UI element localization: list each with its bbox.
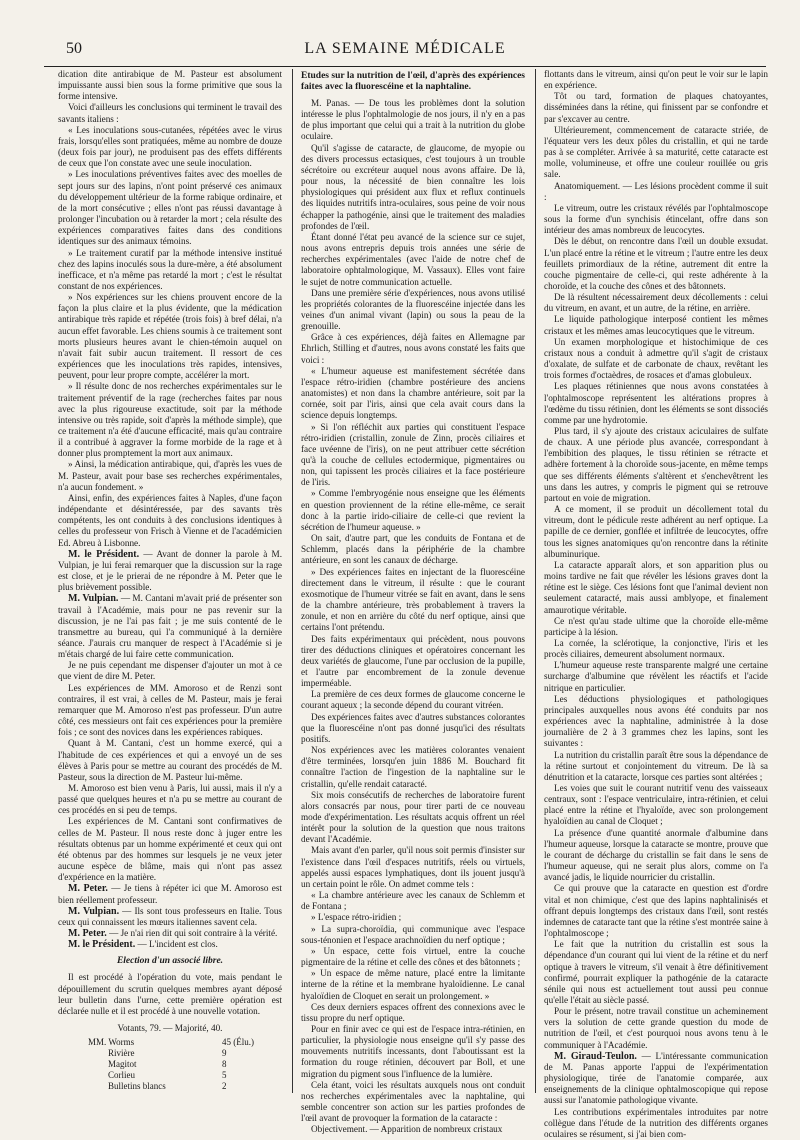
paragraph: L'humeur aqueuse reste transparente malgré une certaine surcharge d'albumine que révèlent les réactifs et l'acide nitrique en particulier.	[544, 660, 768, 693]
paragraph: Voici d'ailleurs les conclusions qui terminent le travail des savants italiens :	[58, 102, 282, 124]
article-title: Etudes sur la nutrition de l'œil, d'après des expériences faites avec la fluorescéine et la naphtaline.	[301, 71, 525, 92]
paragraph: Les expériences de M. Cantani sont confirmatives de celles de M. Pasteur. Il nous reste donc à juger entre les résultats obtenus par un homme expérimenté et ceux qui ont été obtenus par des hommes sur lesquels je ne veux jeter aucune espèce de blâme, mais qui n'ont pas assez d'expérience en la matière.	[58, 816, 282, 883]
paragraph: » Des expériences faites en injectant de la fluorescéine directement dans le vitreum, il résulte : que le courant exosmotique de l'humeur vitrée se fait en avant, dans le sens de la chambre antérieure, très probablement à travers la zonule, et non en arrière du côté du nerf optique, ainsi que certains l'ont prétendu.	[301, 566, 525, 633]
paragraph: Pour le présent, notre travail constitue un acheminement vers la solution de cette grande question du mode de nutrition de l'œil, et c'est pourquoi nous avons tenu à le communiquer à l'Académie.	[544, 1006, 768, 1050]
speaker-name: M. Peter.	[68, 883, 108, 895]
paragraph: dication dite antirabique de M. Pasteur est absolument impuissante aussi bien sous la forme primitive que sous la forme intensive.	[58, 69, 282, 102]
vote-row: MM. Worms 45 (Élu.)	[88, 1037, 254, 1048]
paragraph: Anatomiquement. — Les lésions procèdent comme il suit :	[544, 180, 768, 202]
paragraph: Mais avant d'en parler, qu'il nous soit permis d'insister sur l'existence dans l'œil d'espaces nutritifs, réels ou virtuels, appelés aussi espaces lymphatiques, dont ils jouent jusqu'à un certain point le rôle. On admet comme tels :	[301, 845, 525, 889]
speaker-name: M. Vulpian.	[68, 593, 119, 605]
paragraph: La nutrition du cristallin paraît être sous la dépendance de la rétine surtout et conjointement du vitreum. De là sa dénutrition et la cataracte, lorsque ces parties sont altérées ;	[544, 749, 768, 782]
vote-row: Magitot 8	[108, 1059, 227, 1070]
running-head: LA SEMAINE MÉDICALE	[304, 40, 506, 57]
paragraph: Les déductions physiologiques et pathologiques principales auxquelles nous avons été conduits par nos expériences avec la naphtaline, administrée à la dose journalière de 2 à 3 grammes chez les lapins, sont les suivantes :	[544, 693, 768, 749]
paragraph: Le fait que la nutrition du cristallin est sous la dépendance d'un courant qui lui vient de la rétine et du nerf optique à travers le vitreum, s'il venait à être définitivement confirmé, pourrait expliquer la pathogénie de la cataracte sénile qui nous est actuellement tout aussi peu connue qu'elle l'était au siècle passé.	[544, 939, 768, 1005]
speech-president: M. le Président. — Avant de donner la parole à M. Vulpian, je lui ferai remarquer que la discussion sur la rage est close, et je le prierai de ne répondre à M. Peter que le plus brièvement possible.	[58, 548, 283, 593]
paragraph: La première de ces deux formes de glaucome concerne le courant aqueux ; la seconde dépend du courant vitréen.	[301, 689, 525, 711]
paragraph: M. Amoroso est bien venu à Paris, lui aussi, mais il n'y a passé que quelques heures et n'a pu se mettre au courant de ces procédés en si peu de temps.	[58, 783, 282, 816]
page-header	[44, 40, 766, 64]
paragraph: Qu'il s'agisse de cataracte, de glaucome, de myopie ou des divers processus ectasiques, c'est toujours à un trouble sécrétoire ou excréteur auquel nous avons affaire. De là, pour nous, la nécessité de bien connaître les lois physiologiques qui président aux flux et reflux continuels des liquides nutritifs intra-oculaires, sous peine de voir nous échapper la pathogénie, ainsi que le traitement des maladies profondes de l'œil.	[301, 142, 525, 231]
paragraph: De là résultent nécessairement deux décollements : celui du vitreum, en avant, et un autre, de la rétine, en arrière.	[544, 292, 768, 314]
paragraph: » Comme l'embryogénie nous enseigne que les éléments en question proviennent de la rétine elle-même, ce serait donc à la partie irido-ciliaire de celle-ci que revient la sécrétion de l'humeur aqueuse. »	[301, 488, 525, 532]
paragraph: Ce qui prouve que la cataracte en question est d'ordre vital et non chimique, c'est que des lapins naphtalinisés et offrant depuis longtemps des cristaux dans l'œil, sont restés indemnes de cataracte tant que la rétine s'est montrée saine à l'ophtalmoscope ;	[544, 883, 768, 939]
paragraph: La cataracte apparaît alors, et son apparition plus ou moins tardive ne fait que révéler les lésions graves dont la rétine est le siège. Ces lésions font que l'animal devient non seulement cataracté, mais aussi amblyope, et finalement amaurotique véritable.	[544, 559, 768, 615]
election-text: Il est procédé à l'opération du vote, mais pendant le dépouillement du scrutin quelques membres ayant déposé leur bulletin dans l'urne, cette première opération est déclarée nulle et il est procédé à une nouvelle votation.	[58, 972, 282, 1016]
paragraph: » Il résulte donc de nos recherches expérimentales sur le traitement préventif de la rage (recherches faites par nous avec la plus rigoureuse exactitude, soit par la méthode intensive ou très rapide, soit d'après la méthode simple), que ce traitement n'a été d'aucune efficacité, mais qu'au contraire il a contribué à aggraver la forme morbide de la rage et à donner plus promptement la mort aux animaux.	[58, 381, 282, 459]
paragraph: Les voies que suit le courant nutritif venu des vaisseaux centraux, sont : l'espace ventriculaire, intra-rétinien, et celui placé entre la rétine et l'hyaloïde, avec son prolongement hyaloïdien au canal de Cloquet ;	[544, 783, 768, 827]
vote-row: Corlieu 5	[108, 1070, 227, 1081]
vote-row: Bulletins blancs 2	[108, 1081, 227, 1092]
paragraph: Nos expériences avec les matières colorantes venaient d'être terminées, lorsqu'en juin 1886 M. Bouchard fit connaître l'action de l'ingestion de la naphtaline sur le cristallin, qu'elle rendait cataracté.	[301, 745, 525, 789]
speaker-name: M. Peter.	[68, 928, 107, 940]
page-number: 50	[66, 40, 82, 57]
paragraph: Le vitreum, outre les cristaux révélés par l'ophtalmoscope sous la forme d'un synchisis étincelant, offre dans son intérieur des amas nombreux de leucocytes.	[544, 202, 768, 236]
paragraph: » La supra-choroïdia, qui communique avec l'espace sous-ténonien et l'espace arachnoïdien du nerf optique ;	[301, 923, 525, 945]
paragraph: » Ainsi, la médication antirabique, qui, d'après les vues de M. Pasteur, avait pour base ses recherches expérimentales, n'a aucun fondement. »	[58, 459, 282, 492]
paragraph: Six mois consécutifs de recherches de laboratoire furent alors consacrés par nous, pour tirer parti de ce nouveau mode d'expérimentation. Les résultats acquis offrent un réel intérêt pour la solution de la question que nous traitons devant l'Académie.	[301, 789, 525, 845]
paragraph: « La chambre antérieure avec les canaux de Schlemm et de Fontana ;	[301, 890, 525, 912]
paragraph: « Les inoculations sous-cutanées, répétées avec le virus frais, lorsqu'elles sont pratiquées, même au nombre de douze (deux fois par jour), ne produisent pas des effets différents de ceux que l'on constate avec une seule inoculation.	[58, 124, 282, 169]
speaker-name: M. le Président.	[68, 939, 136, 951]
header-rule	[44, 66, 766, 67]
paragraph: Ainsi, enfin, des expériences faites à Naples, d'une façon indépendante et désintéressée, par des savants très compétents, les ont conduits à des conclusions identiques à celles du professeur von Frisch à Vienne et de l'académicien Ed. Abreu à Lisbonne.	[58, 492, 282, 548]
paragraph: Ces deux derniers espaces offrent des connexions avec le tissu propre du nerf optique.	[301, 1001, 525, 1023]
paragraph: Les contributions expérimentales introduites par notre collègue dans l'étude de la nutrition des différents organes oculaires se résument, si j'ai bien com-	[544, 1106, 768, 1139]
speech-vulpian-2: M. Vulpian. — Ils sont tous professeurs en Italie. Tous ceux qui connaissent les mœurs italiennes savent cela.	[58, 905, 282, 927]
speaker-name: M. Giraud-Teulon.	[554, 1050, 637, 1062]
paragraph: » Un espace, cette fois virtuel, entre la couche pigmentaire de la rétine et celle des cônes et des bâtonnets ;	[301, 945, 525, 968]
paragraph: Ce n'est qu'au stade ultime que la choroïde elle-même participe à la lésion.	[544, 615, 768, 637]
column-1	[58, 69, 282, 1093]
paragraph: Plus tard, il s'y ajoute des cristaux aciculaires de sulfate de chaux. A une période plus avancée, correspondant à l'embibition des plaques, le tissu rétinien se rétracte et adhère fortement à la choroïde sous-jacente, en même temps que ses différents éléments s'altèrent et s'enchevêtrent les uns dans les autres, y compris le pigment qui se retrouve partout en voie de migration.	[544, 426, 768, 503]
paragraph: Un examen morphologique et histochimique de ces cristaux nous a conduit à admettre qu'il s'agit de cristaux d'oxalate, de sulfate et de carbonate de chaux, revêtant les trois formes d'octaèdres, de rosaces et d'amas globuleux.	[544, 336, 768, 381]
paragraph: Ultérieurement, commencement de cataracte striée, de l'équateur vers les deux pôles du cristallin, et qui ne tarde pas à se compléter. Arrivée à sa maturité, cette cataracte est molle, volumineuse, et offre une couleur rouillée ou gris sale.	[544, 124, 768, 180]
speech-president-2: M. le Président. — L'incident est clos.	[68, 939, 218, 951]
paragraph: » L'espace rétro-iridien ;	[311, 912, 402, 923]
paragraph: flottants dans le vitreum, ainsi qu'on peut le voir sur le lapin en expérience.	[544, 69, 768, 91]
votes-summary: Votants, 79. — Majorité, 40.	[117, 1022, 223, 1033]
paragraph: « L'humeur aqueuse est manifestement sécrétée dans l'espace rétro-iridien (chambre postérieure des anciens anatomistes) et non dans la chambre antérieure, soit par la cornée, soit par l'iris, ainsi que cela avait cours dans la science depuis longtemps.	[301, 365, 525, 421]
paragraph: Objectivement. — Apparition de nombreux cristaux	[311, 1124, 503, 1135]
paragraph: Des expériences faites avec d'autres substances colorantes que la fluorescéine n'ont pas donné jusqu'ici des résultats positifs.	[301, 711, 525, 744]
paragraph: Les plaques rétiniennes que nous avons constatées à l'ophtalmoscope représentent les altérations propres à l'œdème du tissu rétinien, dont les éléments se sont dissociés comme par une hydrotomie.	[544, 381, 768, 425]
paragraph: Tôt ou tard, formation de plaques chatoyantes, disséminées dans la rétine, qui finissent par se confondre et par s'excaver au centre.	[544, 91, 768, 124]
paragraph: » Nos expériences sur les chiens prouvent encore de la façon la plus claire et la plus évidente, que la médication antirabique très rapide et répétée (trois fois) à bref délai, n'a aucun effet favorable. Les chiens soumis à ce traitement sont morts plusieurs heures avant le chien-témoin auquel on n'avait fait subir aucun traitement. Il ressort de ces expériences que les inoculations très rapides, intensives, peuvent, pour leur propre compte, accélérer la mort.	[58, 292, 282, 381]
paragraph: Étant donné l'état peu avancé de la science sur ce sujet, nous avons entrepris depuis trois années une série de recherches expérimentales (avec l'aide de notre chef de laboratoire ophtalmologique, M. Vassaux). Elles vont faire le sujet de notre communication actuelle.	[301, 231, 525, 287]
vote-row: Rivière 9	[108, 1048, 227, 1059]
paragraph: A ce moment, il se produit un décollement total du vitreum, dont le pédicule reste adhérent au nerf optique. La papille de ce dernier, gonflée et infiltrée de leucocytes, offre tous les signes anatomiques qu'on rencontre dans la rétinite albuminurique.	[544, 504, 768, 559]
paragraph: » Le traitement curatif par la méthode intensive institué chez des lapins inoculés sous la dure-mère, a été absolument inefficace, et n'a même pas retardé la mort ; c'est le résultat constant de nos expériences.	[58, 247, 282, 291]
columns	[58, 69, 768, 1139]
paragraph: Le liquide pathologique interposé contient les mêmes cristaux et les mêmes amas leucocytiques que le vitreum.	[544, 314, 768, 336]
speech-peter-2: M. Peter. — Je n'ai rien dit qui soit contraire à la vérité.	[68, 928, 278, 940]
column-2	[292, 69, 525, 1135]
speech-vulpian: M. Vulpian. — M. Cantani m'avait prié de présenter son travail à l'Académie, mais pour ne pas revenir sur la discussion, je ne l'ai pas fait ; je me suis contenté de le transmettre au bureau, qui l'a communiqué à la dernière séance. J'aurais cru manquer de respect à l'Académie si je m'étais chargé de lui faire cette communication.	[58, 593, 282, 660]
paragraph: Je ne puis cependant me dispenser d'ajouter un mot à ce que vient de dire M. Peter.	[58, 660, 282, 682]
votes-table	[58, 1023, 282, 1092]
speaker-name: M. Vulpian.	[68, 905, 120, 917]
paragraph: On sait, d'autre part, que les conduits de Fontana et de Schlemm, placés dans la périphérie de la chambre antérieure, en sont les canaux de décharge.	[301, 533, 525, 566]
paragraph: M. Panas. — De tous les problèmes dont la solution intéresse le plus l'ophtalmologie de nos jours, il n'y en a pas de plus important que celui qui a trait à la nutrition du globe oculaire.	[301, 98, 525, 142]
paragraph: Quant à M. Cantani, c'est un homme exercé, qui a l'habitude de ces expériences et qui a envoyé un de ses élèves à Paris pour se mettre au courant des procédés de M. Pasteur, sous la direction de M. Pasteur lui-même.	[58, 738, 282, 782]
election-title: Election d'un associé libre.	[116, 956, 224, 967]
paragraph: Les expériences de MM. Amoroso et de Renzi sont contraires, il est vrai, à celles de M. Pasteur, mais je ferai remarquer que M. Amoroso n'est pas professeur. D'un autre côté, ces messieurs ont fait ces expériences pour la première fois ; ce sont des novices dans les expériences rabiques.	[58, 682, 282, 738]
paragraph: Grâce à ces expériences, déjà faites en Allemagne par Ehrlich, Stilling et d'autres, nous avons constaté les faits que voici :	[301, 332, 525, 365]
paragraph: La présence d'une quantité anormale d'albumine dans l'humeur aqueuse, lorsque la cataracte se montre, prouve que le courant de décharge du cristallin se fait dans le sens de l'humeur aqueuse, qui ne serait plus alors, comme on l'a avancé jadis, le liquide nourricier du cristallin.	[544, 827, 768, 883]
speech-peter: M. Peter. — Je tiens à répéter ici que M. Amoroso est bien réellement professeur.	[58, 883, 282, 905]
speech-giraud-teulon: M. Giraud-Teulon. — L'intéressante communication de M. Panas apporte l'appui de l'expérimentation physiologique, tirée de l'anatomie comparée, aux enseignements de la clinique ophtalmoscopique qui repose aussi sur l'anatomie pathologique vivante.	[544, 1050, 768, 1106]
paragraph: » Un espace de même nature, placé entre la limitante interne de la rétine et la membrane hyaloïdienne. Le canal hyaloïdien de Cloquet en serait un prolongement. »	[301, 968, 525, 1001]
paragraph: Dès le début, on rencontre dans l'œil un double exsudat. L'un placé entre la rétine et le vitreum ; l'autre entre les deux feuillets primordiaux de la rétine, autrement dit entre la couche pigmentaire de celle-ci, qui reste adhérente à la choroïde, et la couche des cônes et des bâtonnets.	[544, 236, 768, 291]
paragraph: Dans une première série d'expériences, nous avons utilisé les propriétés colorantes de la fluorescéine injectée dans les veines d'un animal vivant (lapin) ou sous la peau de la grenouille.	[301, 287, 525, 332]
paragraph: » Les inoculations préventives faites avec des moelles de sept jours sur des lapins, n'ont point préservé ces animaux du développement ultérieur de la forme rabique ordinaire, et de la mort consécutive ; elles n'ont pas réussi davantage à prolonger l'incubation ou à retarder la mort ; cela résulte des expériences comparatives faites dans des conditions identiques sur des animaux témoins.	[58, 169, 282, 247]
paragraph: Des faits expérimentaux qui précèdent, nous pouvons tirer des déductions cliniques et opératoires concernant les deux variétés de glaucome, l'une par occlusion de la pupille, et l'autre par encombrement de la zonule devenue imperméable.	[301, 633, 525, 689]
paragraph: Cela étant, voici les résultats auxquels nous ont conduit nos recherches expérimentales avec la naphtaline, qui semble concentrer son action sur les parties profondes de l'œil avant de provoquer la formation de la cataracte :	[301, 1079, 525, 1124]
paragraph: Pour en finir avec ce qui est de l'espace intra-rétinien, en particulier, la physiologie nous enseigne qu'il s'y passe des mouvements nutritifs incessants, dont l'aboutissant est la formation du rouge rétinien, découvert par Boll, et une migration du pigment sous l'influence de la lumière.	[301, 1023, 525, 1079]
column-3	[535, 69, 768, 1139]
paragraph: » Si l'on réfléchit aux parties qui constituent l'espace rétro-iridien (cristallin, zonule de Zinn, procès ciliaires et face uvéenne de l'iris), on ne peut attribuer cette sécrétion qu'à la couche de cellules ectodermique, pigmentaires ou non, qui tapissent les procès ciliaires et la face postérieure de l'iris.	[301, 421, 525, 488]
speaker-name: M. le Président.	[68, 548, 140, 560]
paragraph: La cornée, la sclérotique, la conjonctive, l'iris et les procès ciliaires, demeurent absolument normaux.	[544, 637, 768, 660]
